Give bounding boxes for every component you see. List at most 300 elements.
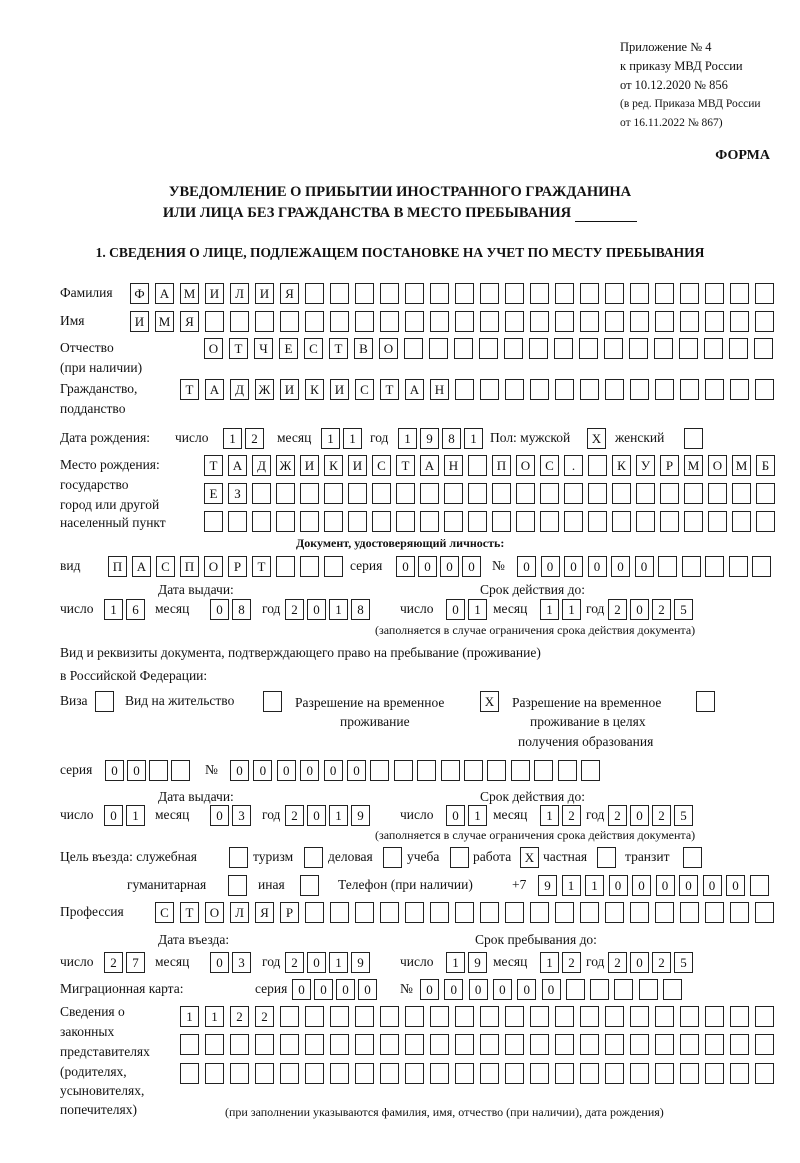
migration-number-field-cell[interactable]: 0 <box>542 979 561 1000</box>
permit-issue-year-cell[interactable]: 9 <box>351 805 370 826</box>
representatives-field-cell[interactable] <box>280 1034 299 1055</box>
surname-field-cell[interactable] <box>530 283 549 304</box>
representatives-field-cell[interactable] <box>380 1063 399 1084</box>
name-field-cell[interactable] <box>605 311 624 332</box>
permit-number-field-cell[interactable] <box>558 760 577 781</box>
surname-field-cell[interactable] <box>480 283 499 304</box>
citizenship-field-cell[interactable]: Н <box>430 379 449 400</box>
birthplace-field-cell[interactable] <box>444 511 463 532</box>
name-field-cell[interactable] <box>555 311 574 332</box>
doc-kind-field-cell[interactable]: Т <box>252 556 271 577</box>
doc-valid-month-cell[interactable]: 1 <box>540 599 559 620</box>
sex-female-checkbox[interactable] <box>684 428 703 449</box>
patronymic-field-cell[interactable] <box>454 338 473 359</box>
permit-issue-month-cell[interactable]: 0 <box>210 805 229 826</box>
patronymic-field-cell[interactable]: О <box>379 338 398 359</box>
doc-series-field-cell[interactable]: 0 <box>396 556 415 577</box>
birthplace-field-cell[interactable] <box>348 483 367 504</box>
visa-checkbox[interactable] <box>95 691 114 712</box>
stay-year-cell[interactable]: 0 <box>630 952 649 973</box>
permit-number-field-cell[interactable]: 0 <box>230 760 249 781</box>
representatives-field-cell[interactable] <box>455 1063 474 1084</box>
permit-series-field-cell[interactable] <box>171 760 190 781</box>
representatives-field-cell[interactable] <box>380 1006 399 1027</box>
doc-valid-day-cell[interactable]: 1 <box>468 599 487 620</box>
profession-field-cell[interactable] <box>305 902 324 923</box>
birthplace-field-cell[interactable] <box>756 511 775 532</box>
phone-field-cell[interactable]: 1 <box>562 875 581 896</box>
birthplace-field-cell[interactable] <box>660 483 679 504</box>
representatives-field-cell[interactable] <box>555 1006 574 1027</box>
name-field-cell[interactable] <box>480 311 499 332</box>
doc-kind-field-cell[interactable] <box>300 556 319 577</box>
phone-field-cell[interactable]: 0 <box>679 875 698 896</box>
representatives-field-cell[interactable] <box>530 1034 549 1055</box>
profession-field-cell[interactable]: О <box>205 902 224 923</box>
citizenship-field-cell[interactable]: Т <box>180 379 199 400</box>
surname-field-cell[interactable] <box>380 283 399 304</box>
representatives-field-cell[interactable] <box>680 1034 699 1055</box>
patronymic-field-cell[interactable] <box>629 338 648 359</box>
representatives-field-cell[interactable]: 1 <box>180 1006 199 1027</box>
representatives-field-cell[interactable] <box>655 1006 674 1027</box>
patronymic-field-cell[interactable] <box>529 338 548 359</box>
permit-issue-month-cell[interactable]: 3 <box>232 805 251 826</box>
phone-field-cell[interactable]: 0 <box>703 875 722 896</box>
migration-number-field-cell[interactable]: 0 <box>420 979 439 1000</box>
doc-number-field-cell[interactable]: 0 <box>635 556 654 577</box>
patronymic-field-cell[interactable] <box>579 338 598 359</box>
entry-year-cell[interactable]: 2 <box>285 952 304 973</box>
doc-number-field-cell[interactable] <box>752 556 771 577</box>
birthplace-field-cell[interactable] <box>612 483 631 504</box>
patronymic-field-cell[interactable]: С <box>304 338 323 359</box>
birthplace-field-cell[interactable] <box>564 511 583 532</box>
birthplace-field-cell[interactable]: К <box>612 455 631 476</box>
doc-series-field-cell[interactable]: 0 <box>440 556 459 577</box>
entry-month-cell[interactable]: 3 <box>232 952 251 973</box>
permit-valid-year-cell[interactable]: 5 <box>674 805 693 826</box>
profession-field-cell[interactable] <box>455 902 474 923</box>
surname-field-cell[interactable] <box>730 283 749 304</box>
migration-number-field-cell[interactable] <box>566 979 585 1000</box>
citizenship-field-cell[interactable]: А <box>205 379 224 400</box>
profession-field-cell[interactable] <box>530 902 549 923</box>
citizenship-field-cell[interactable]: А <box>405 379 424 400</box>
birthplace-field-cell[interactable] <box>708 483 727 504</box>
birthplace-field-cell[interactable] <box>684 483 703 504</box>
birthplace-field-cell[interactable]: П <box>492 455 511 476</box>
birthplace-field-cell[interactable] <box>756 483 775 504</box>
name-field-cell[interactable] <box>205 311 224 332</box>
representatives-field-cell[interactable] <box>605 1006 624 1027</box>
doc-kind-field-cell[interactable]: А <box>132 556 151 577</box>
dob-day-field-cell[interactable]: 2 <box>245 428 264 449</box>
birthplace-field-cell[interactable]: Д <box>252 455 271 476</box>
stay-year-cell[interactable]: 2 <box>652 952 671 973</box>
birthplace-field-cell[interactable] <box>468 483 487 504</box>
permit-number-field-cell[interactable]: 0 <box>253 760 272 781</box>
purpose-official-checkbox[interactable] <box>229 847 248 868</box>
entry-year-cell[interactable]: 1 <box>329 952 348 973</box>
representatives-field-cell[interactable] <box>455 1006 474 1027</box>
permit-valid-year-cell[interactable]: 2 <box>608 805 627 826</box>
entry-year-cell[interactable]: 0 <box>307 952 326 973</box>
name-field-cell[interactable] <box>730 311 749 332</box>
doc-kind-field-cell[interactable]: Р <box>228 556 247 577</box>
stay-year-cell[interactable]: 2 <box>608 952 627 973</box>
birthplace-field-cell[interactable] <box>660 511 679 532</box>
purpose-tourism-checkbox[interactable] <box>304 847 323 868</box>
doc-issue-day-cell[interactable]: 1 <box>104 599 123 620</box>
birthplace-field-cell[interactable] <box>252 511 271 532</box>
representatives-field-cell[interactable]: 1 <box>205 1006 224 1027</box>
permit-valid-day-cell[interactable]: 0 <box>446 805 465 826</box>
citizenship-field-cell[interactable]: И <box>330 379 349 400</box>
representatives-field-cell[interactable] <box>480 1063 499 1084</box>
representatives-field-cell[interactable] <box>330 1063 349 1084</box>
residence-checkbox[interactable] <box>263 691 282 712</box>
patronymic-field-cell[interactable] <box>679 338 698 359</box>
representatives-field-cell[interactable] <box>480 1006 499 1027</box>
patronymic-field-cell[interactable] <box>429 338 448 359</box>
patronymic-field-cell[interactable]: Т <box>329 338 348 359</box>
migration-number-field-cell[interactable] <box>614 979 633 1000</box>
permit-series-field-cell[interactable] <box>149 760 168 781</box>
representatives-field-cell[interactable] <box>530 1063 549 1084</box>
migration-series-field-cell[interactable]: 0 <box>292 979 311 1000</box>
surname-field-cell[interactable] <box>305 283 324 304</box>
name-field-cell[interactable] <box>230 311 249 332</box>
representatives-field-cell[interactable] <box>755 1034 774 1055</box>
representatives-field-cell[interactable] <box>455 1034 474 1055</box>
doc-kind-field-cell[interactable] <box>276 556 295 577</box>
name-field-cell[interactable] <box>530 311 549 332</box>
representatives-field-cell[interactable] <box>730 1006 749 1027</box>
phone-field-cell[interactable]: 9 <box>538 875 557 896</box>
birthplace-field-cell[interactable] <box>228 511 247 532</box>
citizenship-field-cell[interactable] <box>730 379 749 400</box>
doc-valid-year-cell[interactable]: 5 <box>674 599 693 620</box>
citizenship-field-cell[interactable]: К <box>305 379 324 400</box>
citizenship-field-cell[interactable] <box>455 379 474 400</box>
profession-field-cell[interactable] <box>405 902 424 923</box>
profession-field-cell[interactable] <box>430 902 449 923</box>
purpose-transit-checkbox[interactable] <box>683 847 702 868</box>
permit-number-field-cell[interactable]: 0 <box>277 760 296 781</box>
surname-field-cell[interactable]: Я <box>280 283 299 304</box>
permit-number-field-cell[interactable] <box>417 760 436 781</box>
birthplace-field-cell[interactable] <box>252 483 271 504</box>
purpose-work-checkbox[interactable]: X <box>520 847 539 868</box>
patronymic-field-cell[interactable] <box>404 338 423 359</box>
citizenship-field-cell[interactable] <box>605 379 624 400</box>
stay-year-cell[interactable]: 5 <box>674 952 693 973</box>
birthplace-field-cell[interactable] <box>540 483 559 504</box>
permit-issue-year-cell[interactable]: 0 <box>307 805 326 826</box>
permit-number-field-cell[interactable] <box>464 760 483 781</box>
birthplace-field-cell[interactable] <box>636 483 655 504</box>
dob-year-field-cell[interactable]: 8 <box>442 428 461 449</box>
name-field-cell[interactable] <box>580 311 599 332</box>
surname-field-cell[interactable] <box>455 283 474 304</box>
representatives-field-cell[interactable] <box>605 1034 624 1055</box>
doc-kind-field-cell[interactable]: П <box>180 556 199 577</box>
birthplace-field-cell[interactable]: К <box>324 455 343 476</box>
profession-field-cell[interactable]: С <box>155 902 174 923</box>
permit-valid-year-cell[interactable]: 0 <box>630 805 649 826</box>
doc-kind-field-cell[interactable]: П <box>108 556 127 577</box>
doc-valid-year-cell[interactable]: 2 <box>652 599 671 620</box>
doc-number-field-cell[interactable]: 0 <box>611 556 630 577</box>
birthplace-field-cell[interactable] <box>204 511 223 532</box>
profession-field-cell[interactable] <box>680 902 699 923</box>
migration-series-field-cell[interactable]: 0 <box>358 979 377 1000</box>
birthplace-field-cell[interactable]: И <box>300 455 319 476</box>
name-field-cell[interactable] <box>755 311 774 332</box>
doc-kind-field-cell[interactable]: С <box>156 556 175 577</box>
citizenship-field-cell[interactable] <box>680 379 699 400</box>
patronymic-field-cell[interactable] <box>479 338 498 359</box>
birthplace-field-cell[interactable] <box>564 483 583 504</box>
representatives-field-cell[interactable] <box>355 1034 374 1055</box>
surname-field-cell[interactable]: Л <box>230 283 249 304</box>
permit-number-field-cell[interactable] <box>581 760 600 781</box>
birthplace-field-cell[interactable] <box>636 511 655 532</box>
birthplace-field-cell[interactable] <box>588 511 607 532</box>
representatives-field-cell[interactable] <box>530 1006 549 1027</box>
birthplace-field-cell[interactable]: Р <box>660 455 679 476</box>
doc-number-field-cell[interactable] <box>658 556 677 577</box>
birthplace-field-cell[interactable]: З <box>228 483 247 504</box>
representatives-field-cell[interactable] <box>555 1063 574 1084</box>
surname-field-cell[interactable] <box>680 283 699 304</box>
profession-field-cell[interactable]: Л <box>230 902 249 923</box>
representatives-field-cell[interactable] <box>280 1063 299 1084</box>
surname-field-cell[interactable] <box>630 283 649 304</box>
purpose-other-checkbox[interactable] <box>300 875 319 896</box>
surname-field-cell[interactable] <box>555 283 574 304</box>
patronymic-field-cell[interactable] <box>654 338 673 359</box>
migration-number-field-cell[interactable]: 0 <box>469 979 488 1000</box>
profession-field-cell[interactable] <box>755 902 774 923</box>
citizenship-field-cell[interactable] <box>505 379 524 400</box>
representatives-field-cell[interactable] <box>630 1006 649 1027</box>
permit-valid-month-cell[interactable]: 2 <box>562 805 581 826</box>
surname-field-cell[interactable]: И <box>205 283 224 304</box>
dob-day-field-cell[interactable]: 1 <box>223 428 242 449</box>
citizenship-field-cell[interactable]: Ж <box>255 379 274 400</box>
representatives-field-cell[interactable] <box>730 1063 749 1084</box>
surname-field-cell[interactable]: А <box>155 283 174 304</box>
patronymic-field-cell[interactable]: В <box>354 338 373 359</box>
phone-field-cell[interactable]: 0 <box>609 875 628 896</box>
name-field-cell[interactable]: Я <box>180 311 199 332</box>
citizenship-field-cell[interactable] <box>555 379 574 400</box>
representatives-field-cell[interactable] <box>580 1034 599 1055</box>
birthplace-field-cell[interactable] <box>276 511 295 532</box>
doc-valid-year-cell[interactable]: 0 <box>630 599 649 620</box>
surname-field-cell[interactable] <box>330 283 349 304</box>
doc-valid-year-cell[interactable]: 2 <box>608 599 627 620</box>
birthplace-field-cell[interactable] <box>324 511 343 532</box>
birthplace-field-cell[interactable] <box>300 511 319 532</box>
birthplace-field-cell[interactable] <box>372 483 391 504</box>
representatives-field-cell[interactable] <box>380 1034 399 1055</box>
profession-field-cell[interactable] <box>630 902 649 923</box>
doc-issue-year-cell[interactable]: 8 <box>351 599 370 620</box>
dob-month-field-cell[interactable]: 1 <box>321 428 340 449</box>
purpose-humanitarian-checkbox[interactable] <box>228 875 247 896</box>
permit-number-field-cell[interactable] <box>511 760 530 781</box>
representatives-field-cell[interactable] <box>305 1006 324 1027</box>
permit-number-field-cell[interactable] <box>394 760 413 781</box>
birthplace-field-cell[interactable]: У <box>636 455 655 476</box>
phone-field-cell[interactable]: 0 <box>656 875 675 896</box>
birthplace-field-cell[interactable]: Б <box>756 455 775 476</box>
profession-field-cell[interactable]: Я <box>255 902 274 923</box>
purpose-study-checkbox[interactable] <box>450 847 469 868</box>
citizenship-field-cell[interactable] <box>480 379 499 400</box>
permit-number-field-cell[interactable] <box>534 760 553 781</box>
migration-number-field-cell[interactable] <box>590 979 609 1000</box>
name-field-cell[interactable]: М <box>155 311 174 332</box>
birthplace-field-cell[interactable] <box>420 483 439 504</box>
representatives-field-cell[interactable] <box>480 1034 499 1055</box>
name-field-cell[interactable] <box>405 311 424 332</box>
permit-series-field-cell[interactable]: 0 <box>105 760 124 781</box>
profession-field-cell[interactable]: Т <box>180 902 199 923</box>
doc-issue-year-cell[interactable]: 1 <box>329 599 348 620</box>
migration-number-field-cell[interactable]: 0 <box>493 979 512 1000</box>
birthplace-field-cell[interactable] <box>732 483 751 504</box>
name-field-cell[interactable] <box>380 311 399 332</box>
representatives-field-cell[interactable] <box>230 1063 249 1084</box>
patronymic-field-cell[interactable] <box>604 338 623 359</box>
representatives-field-cell[interactable] <box>630 1034 649 1055</box>
birthplace-field-cell[interactable] <box>516 511 535 532</box>
phone-field-cell[interactable] <box>750 875 769 896</box>
surname-field-cell[interactable] <box>580 283 599 304</box>
migration-number-field-cell[interactable]: 0 <box>517 979 536 1000</box>
phone-field-cell[interactable]: 0 <box>726 875 745 896</box>
patronymic-field-cell[interactable] <box>504 338 523 359</box>
representatives-field-cell[interactable] <box>655 1034 674 1055</box>
representatives-field-cell[interactable] <box>505 1006 524 1027</box>
permit-number-field-cell[interactable] <box>487 760 506 781</box>
dob-year-field-cell[interactable]: 9 <box>420 428 439 449</box>
name-field-cell[interactable] <box>280 311 299 332</box>
citizenship-field-cell[interactable]: Д <box>230 379 249 400</box>
birthplace-field-cell[interactable] <box>396 483 415 504</box>
representatives-field-cell[interactable] <box>630 1063 649 1084</box>
birthplace-field-cell[interactable] <box>684 511 703 532</box>
citizenship-field-cell[interactable]: И <box>280 379 299 400</box>
entry-month-cell[interactable]: 0 <box>210 952 229 973</box>
permit-issue-day-cell[interactable]: 1 <box>126 805 145 826</box>
birthplace-field-cell[interactable] <box>324 483 343 504</box>
doc-issue-month-cell[interactable]: 8 <box>232 599 251 620</box>
representatives-field-cell[interactable] <box>680 1063 699 1084</box>
citizenship-field-cell[interactable]: Т <box>380 379 399 400</box>
birthplace-field-cell[interactable] <box>492 511 511 532</box>
birthplace-field-cell[interactable] <box>420 511 439 532</box>
patronymic-field-cell[interactable] <box>754 338 773 359</box>
permit-valid-month-cell[interactable]: 1 <box>540 805 559 826</box>
name-field-cell[interactable] <box>680 311 699 332</box>
birthplace-field-cell[interactable] <box>444 483 463 504</box>
profession-field-cell[interactable] <box>355 902 374 923</box>
surname-field-cell[interactable]: И <box>255 283 274 304</box>
patronymic-field-cell[interactable] <box>729 338 748 359</box>
name-field-cell[interactable] <box>355 311 374 332</box>
representatives-field-cell[interactable] <box>405 1006 424 1027</box>
birthplace-field-cell[interactable]: А <box>420 455 439 476</box>
phone-field-cell[interactable]: 0 <box>632 875 651 896</box>
birthplace-field-cell[interactable] <box>348 511 367 532</box>
name-field-cell[interactable] <box>455 311 474 332</box>
permit-number-field-cell[interactable] <box>441 760 460 781</box>
birthplace-field-cell[interactable]: С <box>372 455 391 476</box>
profession-field-cell[interactable]: Р <box>280 902 299 923</box>
patronymic-field-cell[interactable]: О <box>204 338 223 359</box>
surname-field-cell[interactable] <box>355 283 374 304</box>
birthplace-field-cell[interactable] <box>588 455 607 476</box>
surname-field-cell[interactable] <box>505 283 524 304</box>
entry-year-cell[interactable]: 9 <box>351 952 370 973</box>
profession-field-cell[interactable] <box>580 902 599 923</box>
birthplace-field-cell[interactable] <box>612 511 631 532</box>
profession-field-cell[interactable] <box>380 902 399 923</box>
profession-field-cell[interactable] <box>605 902 624 923</box>
birthplace-field-cell[interactable] <box>588 483 607 504</box>
stay-month-cell[interactable]: 1 <box>540 952 559 973</box>
name-field-cell[interactable] <box>505 311 524 332</box>
birthplace-field-cell[interactable]: Е <box>204 483 223 504</box>
surname-field-cell[interactable] <box>655 283 674 304</box>
permit-number-field-cell[interactable] <box>370 760 389 781</box>
birthplace-field-cell[interactable]: М <box>732 455 751 476</box>
migration-series-field-cell[interactable]: 0 <box>314 979 333 1000</box>
representatives-field-cell[interactable] <box>305 1063 324 1084</box>
birthplace-field-cell[interactable]: Т <box>396 455 415 476</box>
surname-field-cell[interactable] <box>705 283 724 304</box>
sex-male-checkbox[interactable]: X <box>587 428 606 449</box>
representatives-field-cell[interactable] <box>705 1006 724 1027</box>
birthplace-field-cell[interactable]: . <box>564 455 583 476</box>
permit-series-field-cell[interactable]: 0 <box>127 760 146 781</box>
name-field-cell[interactable] <box>705 311 724 332</box>
surname-field-cell[interactable] <box>405 283 424 304</box>
permit-valid-day-cell[interactable]: 1 <box>468 805 487 826</box>
migration-series-field-cell[interactable]: 0 <box>336 979 355 1000</box>
rvp-checkbox[interactable]: X <box>480 691 499 712</box>
migration-number-field-cell[interactable] <box>639 979 658 1000</box>
name-field-cell[interactable] <box>655 311 674 332</box>
patronymic-field-cell[interactable]: Т <box>229 338 248 359</box>
citizenship-field-cell[interactable] <box>530 379 549 400</box>
representatives-field-cell[interactable] <box>655 1063 674 1084</box>
stay-day-cell[interactable]: 9 <box>468 952 487 973</box>
representatives-field-cell[interactable] <box>305 1034 324 1055</box>
purpose-business-checkbox[interactable] <box>383 847 402 868</box>
birthplace-field-cell[interactable] <box>300 483 319 504</box>
birthplace-field-cell[interactable]: О <box>708 455 727 476</box>
entry-day-cell[interactable]: 7 <box>126 952 145 973</box>
migration-number-field-cell[interactable] <box>663 979 682 1000</box>
doc-issue-year-cell[interactable]: 2 <box>285 599 304 620</box>
representatives-field-cell[interactable] <box>430 1006 449 1027</box>
